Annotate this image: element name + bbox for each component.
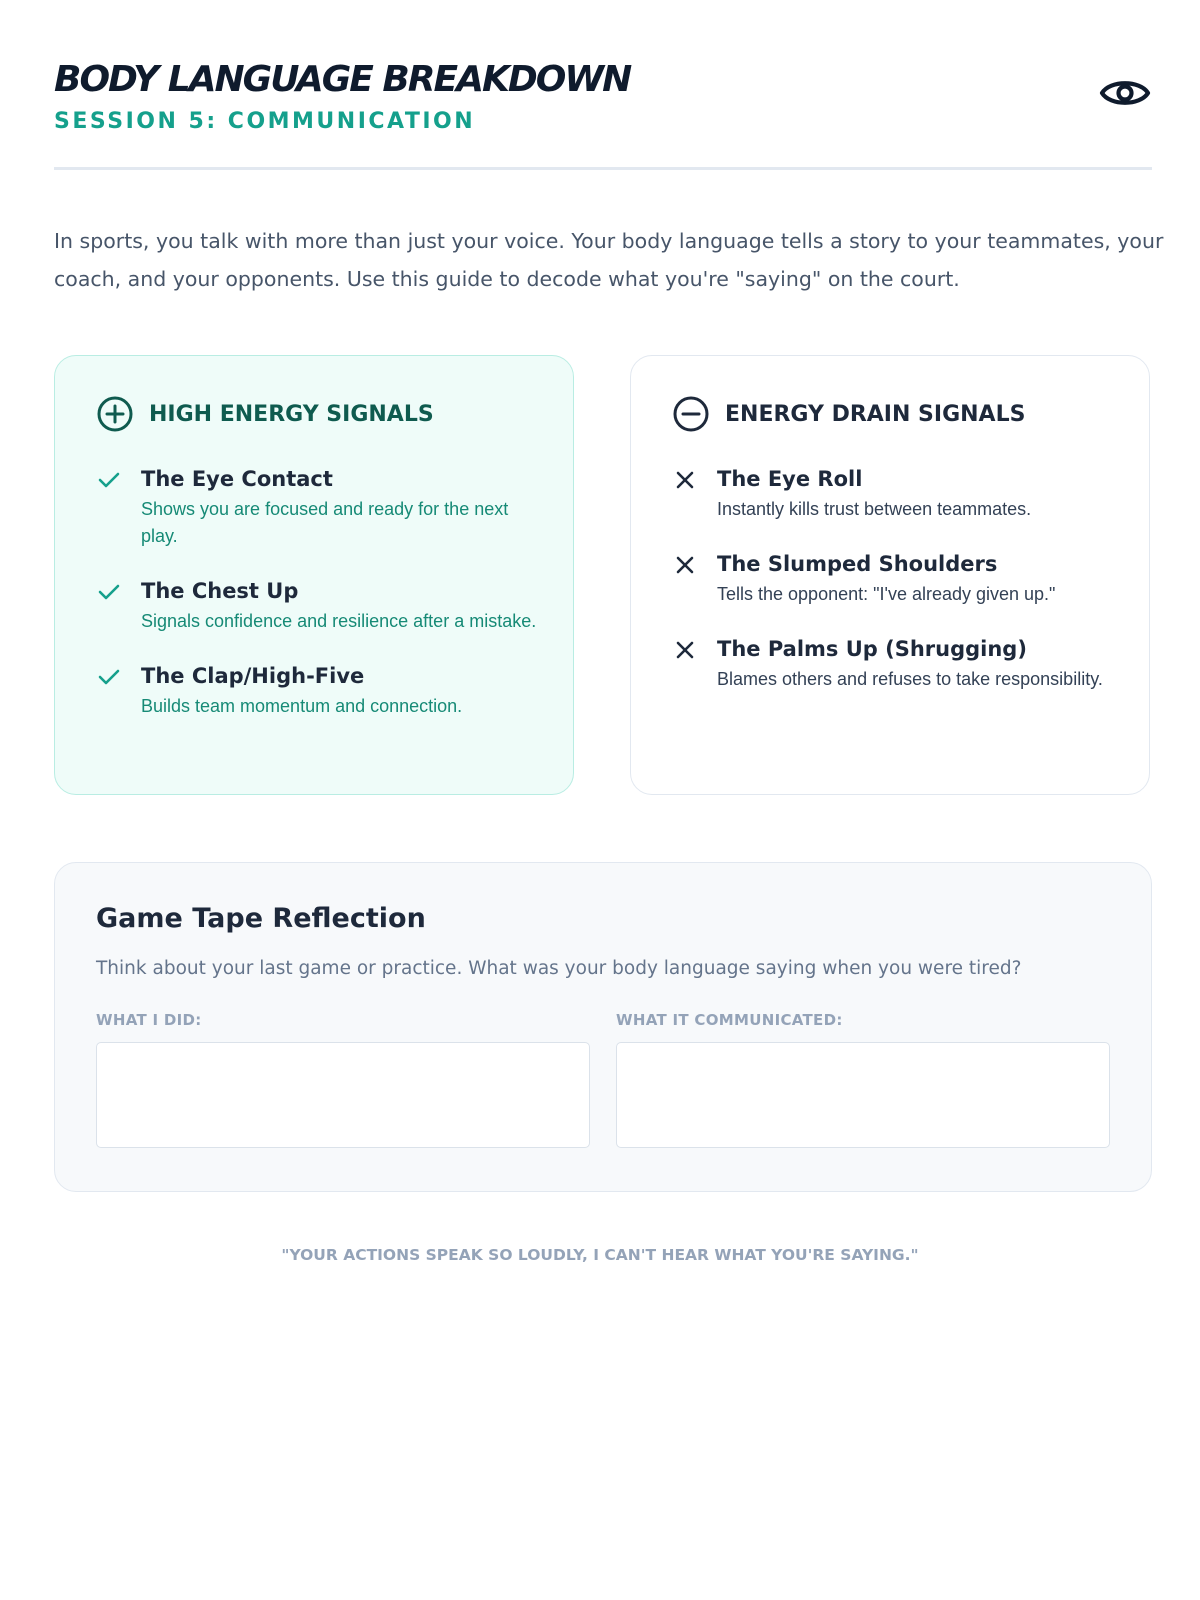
item-description: Shows you are focused and ready for the next play. [141, 499, 509, 546]
x-icon [673, 638, 697, 662]
check-icon [97, 665, 121, 689]
list-item [97, 464, 537, 550]
what-i-did-field[interactable] [96, 1042, 590, 1148]
what-it-communicated-field[interactable] [616, 1042, 1110, 1148]
reflection-prompt: Think about your last game or practice. What was your body language saying when you were tired? [96, 958, 1022, 979]
item-description: Instantly kills trust between teammates. [717, 499, 1032, 519]
item-title: The Eye Roll [717, 467, 863, 491]
list-item [97, 576, 537, 635]
high-energy-card [54, 355, 574, 795]
item-description: Blames others and refuses to take responsibility. [717, 669, 1103, 689]
item-title: The Palms Up (Shrugging) [717, 637, 1027, 661]
intro-paragraph: In sports, you talk with more than just your voice. Your body language tells a story to your teammates, your coach, and your opponents. Use this guide to decode what you're "saying" on the court. [54, 229, 1164, 291]
energy-drain-card [630, 355, 1150, 795]
what-i-did-field-group [96, 1011, 590, 1148]
reflection-title: Game Tape Reflection [96, 903, 426, 934]
high-energy-title: HIGH ENERGY SIGNALS [149, 401, 434, 427]
item-title: The Clap/High-Five [141, 664, 365, 688]
page-header [54, 58, 1152, 170]
what-it-communicated-field-group [616, 1011, 1110, 1148]
what-i-did-label: WHAT I DID: [96, 1011, 202, 1029]
energy-drain-header [673, 396, 1025, 432]
session-subtitle: SESSION 5: COMMUNICATION [54, 109, 476, 134]
list-item [673, 549, 1113, 608]
item-description: Signals confidence and resilience after a mistake. [141, 611, 537, 631]
item-title: The Chest Up [141, 579, 299, 603]
footer-quote: "YOUR ACTIONS SPEAK SO LOUDLY, I CAN'T HEAR WHAT YOU'RE SAYING." [281, 1246, 919, 1264]
what-it-communicated-label: WHAT IT COMMUNICATED: [616, 1011, 843, 1029]
list-item [97, 661, 537, 720]
item-title: The Eye Contact [141, 467, 333, 491]
eye-icon[interactable] [1098, 72, 1152, 114]
energy-drain-list [673, 464, 1113, 719]
page-title: BODY LANGUAGE BREAKDOWN [54, 59, 631, 100]
check-icon [97, 468, 121, 492]
high-energy-list [97, 464, 537, 746]
item-description: Builds team momentum and connection. [141, 696, 463, 716]
plus-circle-icon [97, 396, 133, 432]
x-icon [673, 553, 697, 577]
list-item [673, 464, 1113, 523]
minus-circle-icon [673, 396, 709, 432]
list-item [673, 634, 1113, 693]
x-icon [673, 468, 697, 492]
item-title: The Slumped Shoulders [717, 552, 998, 576]
energy-drain-title: ENERGY DRAIN SIGNALS [725, 401, 1026, 427]
high-energy-header [97, 396, 434, 432]
check-icon [97, 580, 121, 604]
reflection-section [54, 862, 1152, 1192]
item-description: Tells the opponent: "I've already given up." [717, 584, 1056, 604]
